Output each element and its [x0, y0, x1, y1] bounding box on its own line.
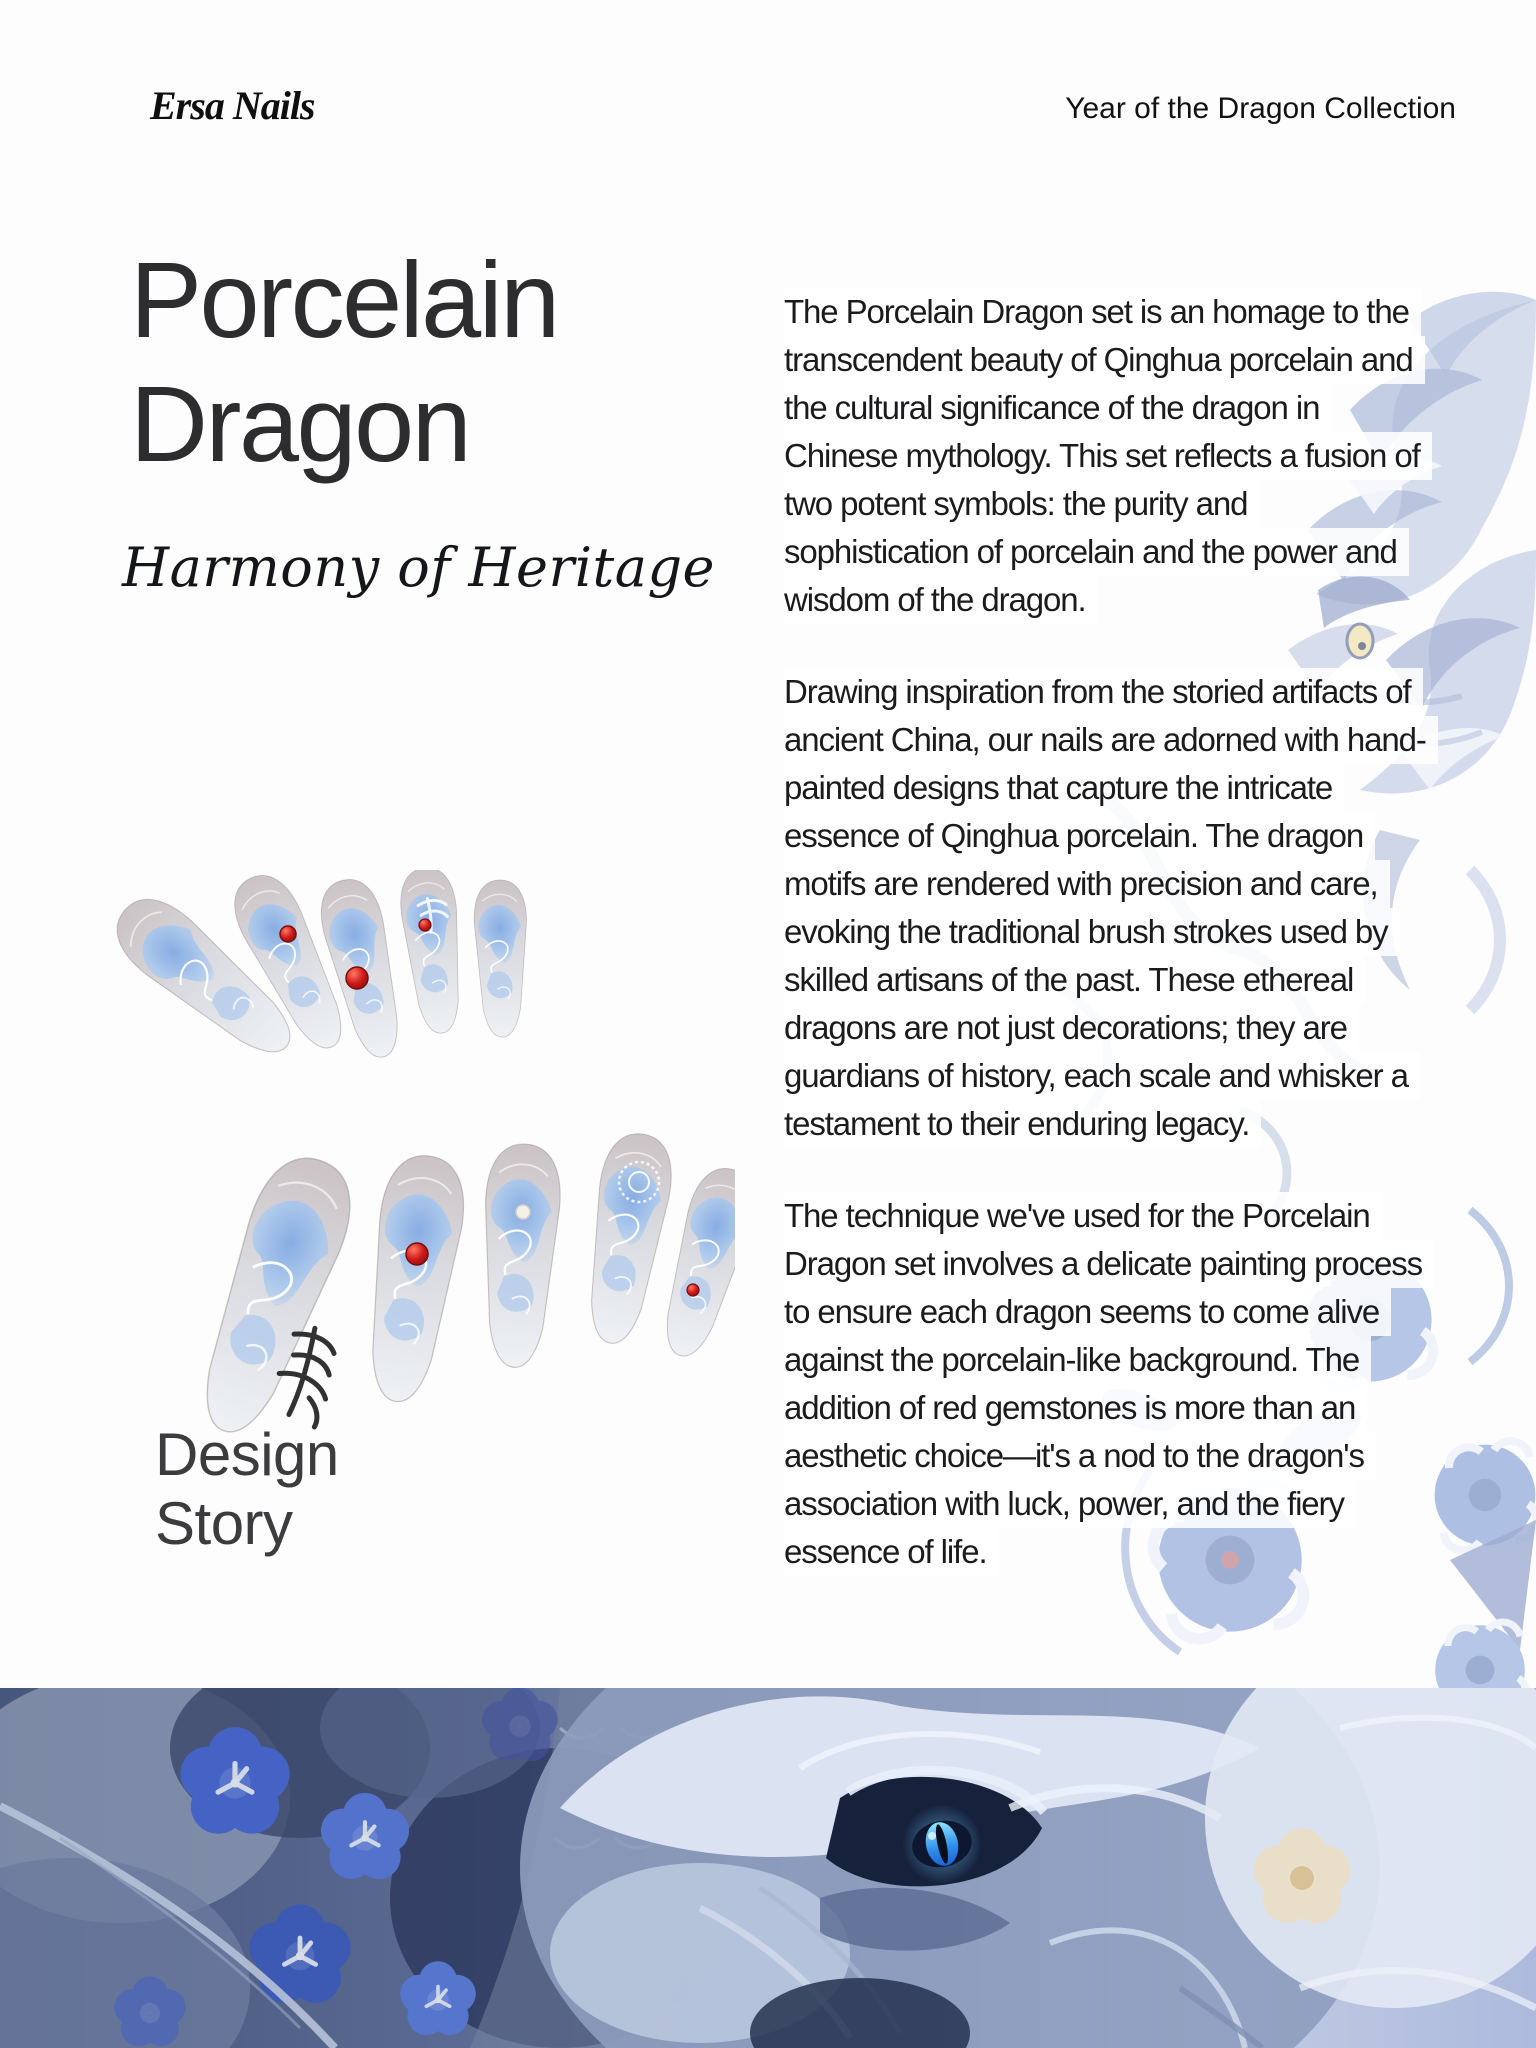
- press-on-nail: [355, 1150, 471, 1407]
- story-text-line: essence of Qinghua porcelain. The dragon: [784, 812, 1375, 860]
- press-on-nail: [576, 1129, 678, 1349]
- story-text-line: to ensure each dragon seems to come alive: [784, 1288, 1391, 1336]
- story-text-line: addition of red gemstones is more than an: [784, 1384, 1367, 1432]
- story-paragraph: [784, 288, 1496, 624]
- story-text-line: Dragon set involves a delicate painting process: [784, 1240, 1434, 1288]
- title-line-2: Dragon: [130, 363, 470, 484]
- story-text-line: the cultural significance of the dragon in: [784, 384, 1331, 432]
- story-paragraph: [784, 1192, 1496, 1576]
- section-heading-line-1: Design: [155, 1421, 339, 1488]
- story-text-line: essence of life.: [784, 1528, 999, 1576]
- red-gemstone: [687, 1284, 699, 1296]
- story-text-line: guardians of history, each scale and whisker a: [784, 1052, 1420, 1100]
- story-text-line: association with luck, power, and the fiery: [784, 1480, 1356, 1528]
- story-text-line: Drawing inspiration from the storied artifacts of: [784, 668, 1423, 716]
- section-heading: [155, 1420, 339, 1558]
- story-text-line: sophistication of porcelain and the power and: [784, 528, 1409, 576]
- press-on-nail: [179, 1145, 367, 1447]
- story-text-line: The technique we've used for the Porcelain: [784, 1192, 1382, 1240]
- press-on-nail: [477, 1142, 563, 1369]
- red-gemstone: [419, 919, 431, 931]
- story-text-line: Chinese mythology. This set reflects a fusion of: [784, 432, 1432, 480]
- story-text-line: dragons are not just decorations; they are: [784, 1004, 1359, 1052]
- story-text-line: skilled artisans of the past. These ethereal: [784, 956, 1365, 1004]
- story-text-line: evoking the traditional brush strokes used by: [784, 908, 1400, 956]
- story-text-line: two potent symbols: the purity and: [784, 480, 1259, 528]
- collection-title: Year of the Dragon Collection: [1065, 92, 1456, 125]
- nail-set-photo: [95, 870, 735, 1490]
- press-on-nail: [397, 870, 469, 1036]
- story-text-line: aesthetic choice—it's a nod to the dragon's: [784, 1432, 1376, 1480]
- page-title: [130, 238, 770, 486]
- red-gemstone: [346, 967, 368, 989]
- section-heading-line-2: Story: [155, 1490, 293, 1557]
- story-text-line: testament to their enduring legacy.: [784, 1100, 1261, 1148]
- story-text-line: The Porcelain Dragon set is an homage to the: [784, 288, 1421, 336]
- press-on-nail: [474, 880, 529, 1038]
- story-text-line: motifs are rendered with precision and care,: [784, 860, 1390, 908]
- story-text-column: [784, 288, 1496, 1620]
- pearl-gemstone: [516, 1205, 530, 1219]
- story-text-line: wisdom of the dragon.: [784, 576, 1098, 624]
- story-paragraph: [784, 668, 1496, 1148]
- story-text-line: against the porcelain-like background. The: [784, 1336, 1371, 1384]
- story-text-line: transcendent beauty of Qinghua porcelain and: [784, 336, 1425, 384]
- red-gemstone: [280, 926, 296, 942]
- tagline-script: Harmony of Heritage: [122, 536, 715, 599]
- dragon-banner-image: [0, 1688, 1536, 2048]
- brand-wordmark: Ersa Nails: [150, 83, 315, 128]
- title-line-1: Porcelain: [130, 239, 558, 360]
- red-gemstone: [406, 1243, 428, 1265]
- story-text-line: painted designs that capture the intricate: [784, 764, 1344, 812]
- story-text-line: ancient China, our nails are adorned with hand-: [784, 716, 1438, 764]
